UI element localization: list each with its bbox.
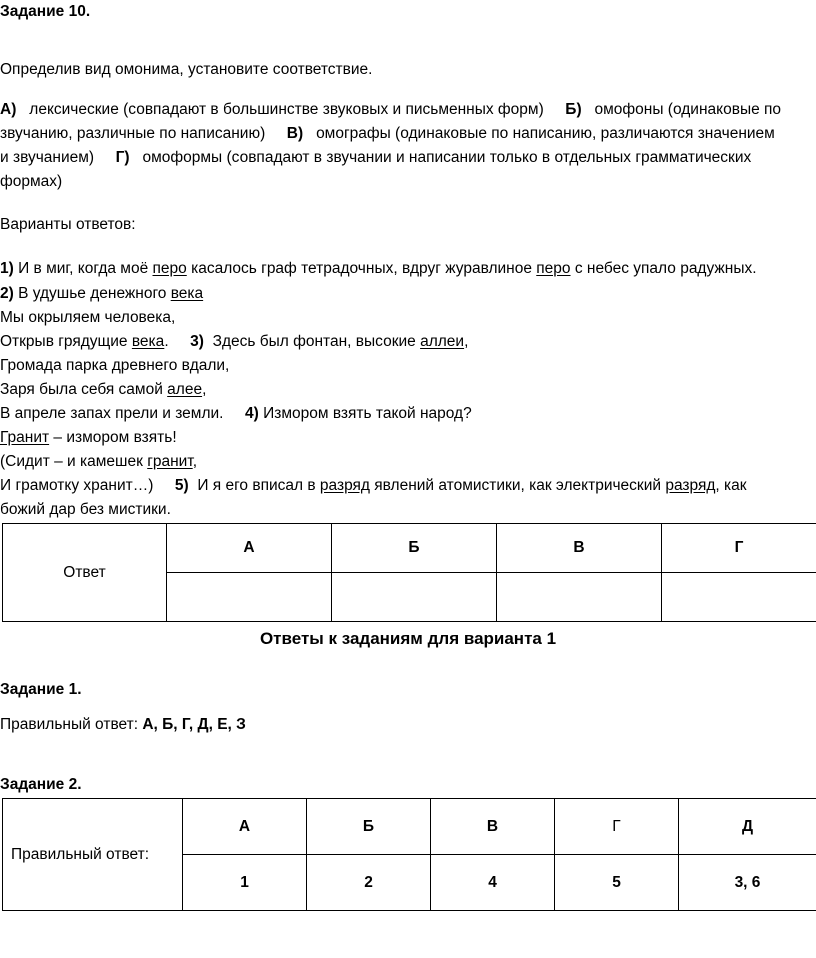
task1-answer-line	[0, 713, 246, 736]
answer-cell[interactable]	[167, 573, 332, 622]
task2-value: 4	[431, 855, 555, 911]
answer-header: В	[497, 524, 662, 573]
option-b-letter: Б)	[565, 101, 582, 118]
option-b-text-1: омофоны (одинаковые по	[594, 101, 782, 118]
homonym-word: перо	[536, 260, 571, 277]
homonym-word: перо	[152, 260, 187, 277]
task2-title: Задание 2.	[0, 776, 82, 793]
answer-header: Б	[332, 524, 497, 573]
option-v-text-1: омографы (одинаковые по написанию, различаются значением	[316, 125, 775, 142]
homonym-word: Гранит	[0, 429, 50, 446]
homonym-word: алее	[167, 381, 203, 398]
task2-value: 1	[183, 855, 307, 911]
homonym-word: гранит	[147, 453, 193, 470]
option-b-v-line	[0, 122, 775, 145]
variant-line-4: Открыв грядущие века. 3) Здесь был фонтан, высокие аллеи,	[0, 333, 469, 350]
task2-answer-table	[2, 798, 816, 911]
variant-line-6: Заря была себя самой алее,	[0, 381, 207, 398]
option-g-line-2: формах)	[0, 173, 63, 190]
answer-header: А	[167, 524, 332, 573]
homonym-word: разряд	[665, 477, 716, 494]
variant-line-5: Громада парка древнего вдали,	[0, 357, 230, 374]
variant-line-1: 1) И в миг, когда моё перо касалось граф тетрадочных, вдруг журавлиное перо с небес упало радужных.	[0, 260, 757, 277]
answer-header: Г	[662, 524, 816, 573]
task2-value: 2	[307, 855, 431, 911]
task2-header: Б	[307, 799, 431, 855]
option-a-letter: А)	[0, 101, 17, 118]
answers-title: Ответы к заданиям для варианта 1	[259, 629, 557, 648]
variant-line-10: И грамотку хранит…) 5) И я его вписал в разряд явлений атомистики, как электрический разряд, как	[0, 477, 747, 494]
task1-title: Задание 1.	[0, 681, 82, 698]
option-a-line	[0, 98, 781, 121]
answer-label: Ответ	[3, 524, 167, 622]
answer-cell[interactable]	[497, 573, 662, 622]
option-a-text: лексические (совпадают в большинстве звуковых и письменных форм)	[29, 101, 544, 118]
task1-answer-value: А, Б, Г, Д, Е, З	[142, 716, 246, 733]
task2-header: Д	[679, 799, 816, 855]
homonym-word: аллеи	[420, 333, 465, 350]
option-g-text-1: омоформы (совпадают в звучании и написании только в отдельных грамматических	[142, 149, 752, 166]
task2-header: Г	[555, 799, 679, 855]
task2-answer-label: Правильный ответ:	[3, 799, 183, 911]
task1-answer-label: Правильный ответ:	[0, 716, 139, 733]
homonym-word: века	[170, 285, 204, 302]
task2-value: 5	[555, 855, 679, 911]
option-v-letter: В)	[286, 125, 304, 142]
variant-line-11: божий дар без мистики.	[0, 501, 171, 518]
task10-title: Задание 10.	[0, 3, 91, 20]
task10-answer-table	[2, 523, 816, 622]
option-v-g-line	[0, 146, 751, 169]
variant-line-2: 2) В удушье денежного века	[0, 285, 204, 302]
variant-line-7: В апреле запах прели и земли. 4) Измором взять такой народ?	[0, 405, 472, 422]
answer-cell[interactable]	[662, 573, 816, 622]
homonym-word: века	[131, 333, 165, 350]
variant-line-3: Мы окрыляем человека,	[0, 309, 176, 326]
task2-value: 3, 6	[679, 855, 816, 911]
option-g-letter: Г)	[115, 149, 130, 166]
task2-header: В	[431, 799, 555, 855]
task2-header: А	[183, 799, 307, 855]
answer-cell[interactable]	[332, 573, 497, 622]
variant-line-8: Гранит – измором взять!	[0, 429, 177, 446]
homonym-word: разряд	[319, 477, 370, 494]
option-b-text-2: звучанию, различные по написанию)	[0, 125, 266, 142]
option-v-text-2: и звучанием)	[0, 149, 95, 166]
variants-label: Варианты ответов:	[0, 216, 136, 233]
variant-line-9: (Сидит – и камешек гранит,	[0, 453, 197, 470]
task10-instruction: Определив вид омонима, установите соответствие.	[0, 61, 373, 78]
